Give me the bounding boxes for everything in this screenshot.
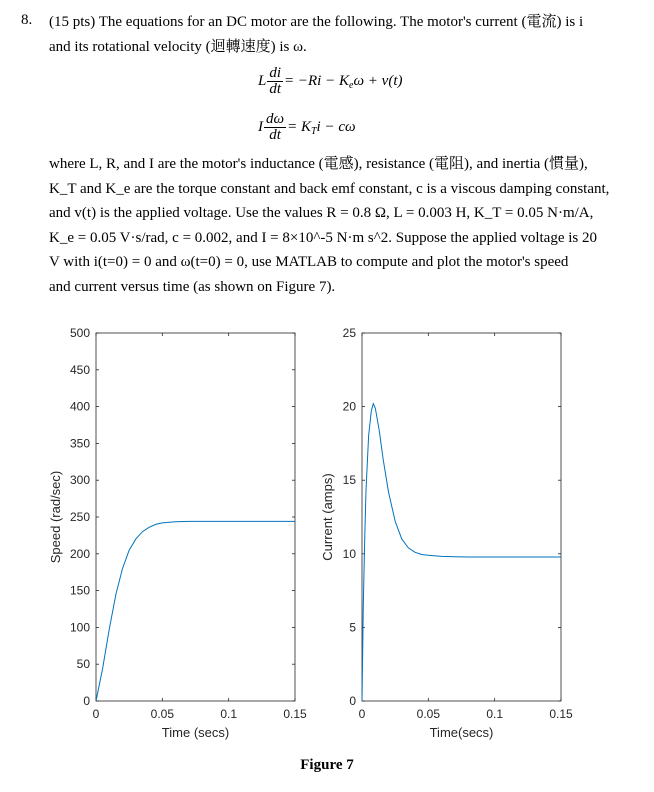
body-line: and current versus time (as shown on Figure 7). bbox=[49, 278, 336, 295]
x-tick-label: 0.1 bbox=[220, 707, 238, 721]
body-line: K_T and K_e are the torque constant and back emf constant, c is a viscous damping constant, bbox=[49, 180, 610, 197]
y-axis-label: Speed (rad/sec) bbox=[48, 470, 63, 564]
body-line: V with i(t=0) = 0 and ω(t=0) = 0, use MATLAB to compute and plot the motor's speed bbox=[49, 254, 569, 270]
plot-axes-box bbox=[362, 333, 561, 701]
y-tick-label: 350 bbox=[69, 436, 90, 451]
x-tick-label: 0 bbox=[92, 707, 100, 721]
y-tick-label: 250 bbox=[69, 510, 90, 524]
y-tick-label: 15 bbox=[342, 473, 356, 488]
y-tick-label: 400 bbox=[69, 399, 90, 414]
plot-axes-box bbox=[96, 333, 295, 701]
y-tick-label: 25 bbox=[342, 326, 356, 340]
y-tick-label: 100 bbox=[69, 620, 90, 635]
y-tick-label: 0 bbox=[349, 694, 356, 708]
figure-caption: Figure 7 bbox=[300, 757, 354, 773]
x-tick-label: 0.15 bbox=[549, 707, 573, 721]
y-tick-label: 450 bbox=[69, 362, 90, 377]
y-tick-label: 50 bbox=[76, 657, 90, 672]
y-tick-label: 500 bbox=[69, 326, 90, 340]
x-axis-label: Time (secs) bbox=[161, 725, 230, 740]
x-tick-label: 0.15 bbox=[283, 707, 307, 721]
y-axis-label: Current (amps) bbox=[320, 473, 335, 561]
y-tick-label: 0 bbox=[83, 694, 90, 708]
x-tick-label: 0.05 bbox=[416, 707, 441, 721]
x-axis-label: Time(secs) bbox=[429, 725, 494, 740]
question-number: 8. bbox=[21, 12, 33, 28]
x-tick-label: 0.05 bbox=[150, 707, 175, 721]
y-tick-label: 5 bbox=[349, 620, 356, 635]
y-tick-label: 150 bbox=[69, 583, 90, 598]
y-tick-label: 20 bbox=[342, 399, 356, 414]
x-tick-label: 0 bbox=[358, 707, 366, 721]
equation-1: L $\frac{di}{dt}$ = $-Ri - K_e\omega + v(t)$ bbox=[258, 65, 403, 97]
intro-line-1: (15 pts) The equations for an DC motor are the following. The motor's current (電流) is i bbox=[49, 14, 584, 30]
x-tick-label: 0.1 bbox=[486, 707, 504, 721]
intro-line-2: and its rotational velocity (迴轉速度) is ω. bbox=[49, 38, 307, 55]
equation-2: I $\frac{d\omega}{dt}$ = $K_Ti - c\omega$ bbox=[258, 111, 356, 143]
y-tick-label: 300 bbox=[69, 473, 90, 488]
body-line: K_e = 0.05 V·s/rad, c = 0.002, and I = 8×10^-5 N·m s^2. Suppose the applied voltage is 20 bbox=[49, 229, 597, 246]
y-tick-label: 200 bbox=[69, 546, 90, 561]
y-tick-label: 10 bbox=[342, 546, 356, 561]
body-line: and v(t) is the applied voltage. Use the values R = 0.8 Ω, L = 0.003 H, K_T = 0.05 N·m/A, bbox=[49, 205, 594, 221]
body-line: where L, R, and I are the motor's inductance (電感), resistance (電阻), and inertia (慣量), bbox=[49, 156, 588, 172]
